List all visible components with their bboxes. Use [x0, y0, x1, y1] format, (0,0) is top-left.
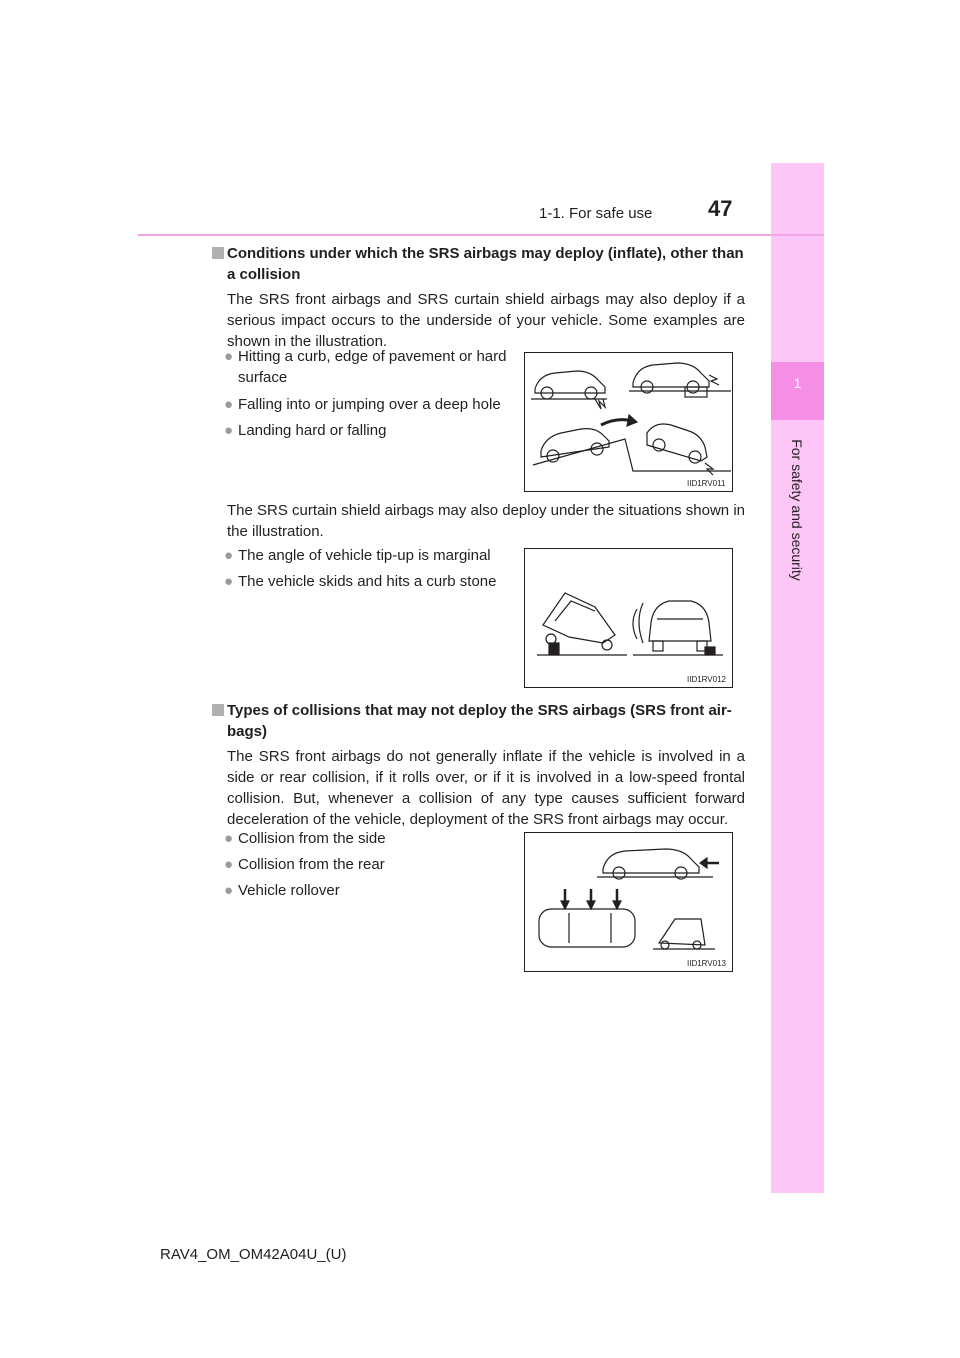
list-item: ● The angle of vehicle tip-up is marginal [224, 547, 491, 564]
list-item: ● Hitting a curb, edge of pavement or hard surface [224, 348, 507, 386]
page-number: 47 [708, 196, 733, 221]
paragraph-curtain-situations: The SRS curtain shield airbags may also deploy under the situations shown in the illustration. [227, 502, 745, 540]
bullet-icon: ● [224, 547, 234, 564]
section-heading-deploy-conditions: Conditions under which the SRS airbags may deploy (inflate), other than a collision [212, 243, 752, 285]
bullet-icon: ● [224, 856, 234, 873]
list-item: ● Landing hard or falling [224, 422, 387, 439]
document-code: RAV4_OM_OM42A04U_(U) [160, 1246, 347, 1263]
figure-code: IID1RV013 [687, 959, 726, 968]
heading-square-icon [212, 704, 224, 716]
header-rule [138, 234, 824, 236]
bullet-icon: ● [224, 422, 234, 439]
list-item: ● Falling into or jumping over a deep hole [224, 396, 501, 413]
section-heading-no-deploy: Types of collisions that may not deploy the SRS airbags (SRS front air-bags) [212, 700, 752, 742]
list-item: ● Collision from the rear [224, 856, 385, 873]
heading-square-icon [212, 247, 224, 259]
bullet-icon: ● [224, 348, 234, 365]
bullet-icon: ● [224, 573, 234, 590]
chapter-label: For safety and security [789, 439, 805, 581]
paragraph-underside-impact: The SRS front airbags and SRS curtain shield airbags may also deploy if a serious impact occurs to the underside of your vehicle. Some examples are shown in the illustration. [227, 291, 745, 350]
bullet-icon: ● [224, 396, 234, 413]
illustration-collision-types-drawing [525, 833, 732, 971]
bullet-icon: ● [224, 882, 234, 899]
list-item: ● Vehicle rollover [224, 882, 340, 899]
illustration-collision-types [524, 832, 733, 972]
figure-code: IID1RV011 [687, 479, 726, 488]
bullet-icon: ● [224, 830, 234, 847]
chapter-number-box [771, 362, 824, 420]
paragraph-no-deploy: The SRS front airbags do not generally inflate if the vehicle is involved in a side or rear collision, if it rolls over, or if it is involved in a low-speed frontal collision. But, whenever a collision of any type causes sufficient forward deceleration of the vehicle, deployment of the SRS front airbags may occur. [227, 748, 745, 828]
chapter-side-tab [771, 163, 824, 1193]
list-item: ● Collision from the side [224, 830, 386, 847]
chapter-number: 1 [793, 375, 802, 391]
section-header: 1-1. For safe use [539, 205, 653, 222]
illustration-underside-impact [524, 352, 733, 492]
illustration-tip-up-drawing [525, 549, 732, 687]
list-item: ● The vehicle skids and hits a curb stone [224, 573, 497, 590]
illustration-tip-up [524, 548, 733, 688]
figure-code: IID1RV012 [687, 675, 726, 684]
illustration-underside-impact-drawing [525, 353, 732, 491]
